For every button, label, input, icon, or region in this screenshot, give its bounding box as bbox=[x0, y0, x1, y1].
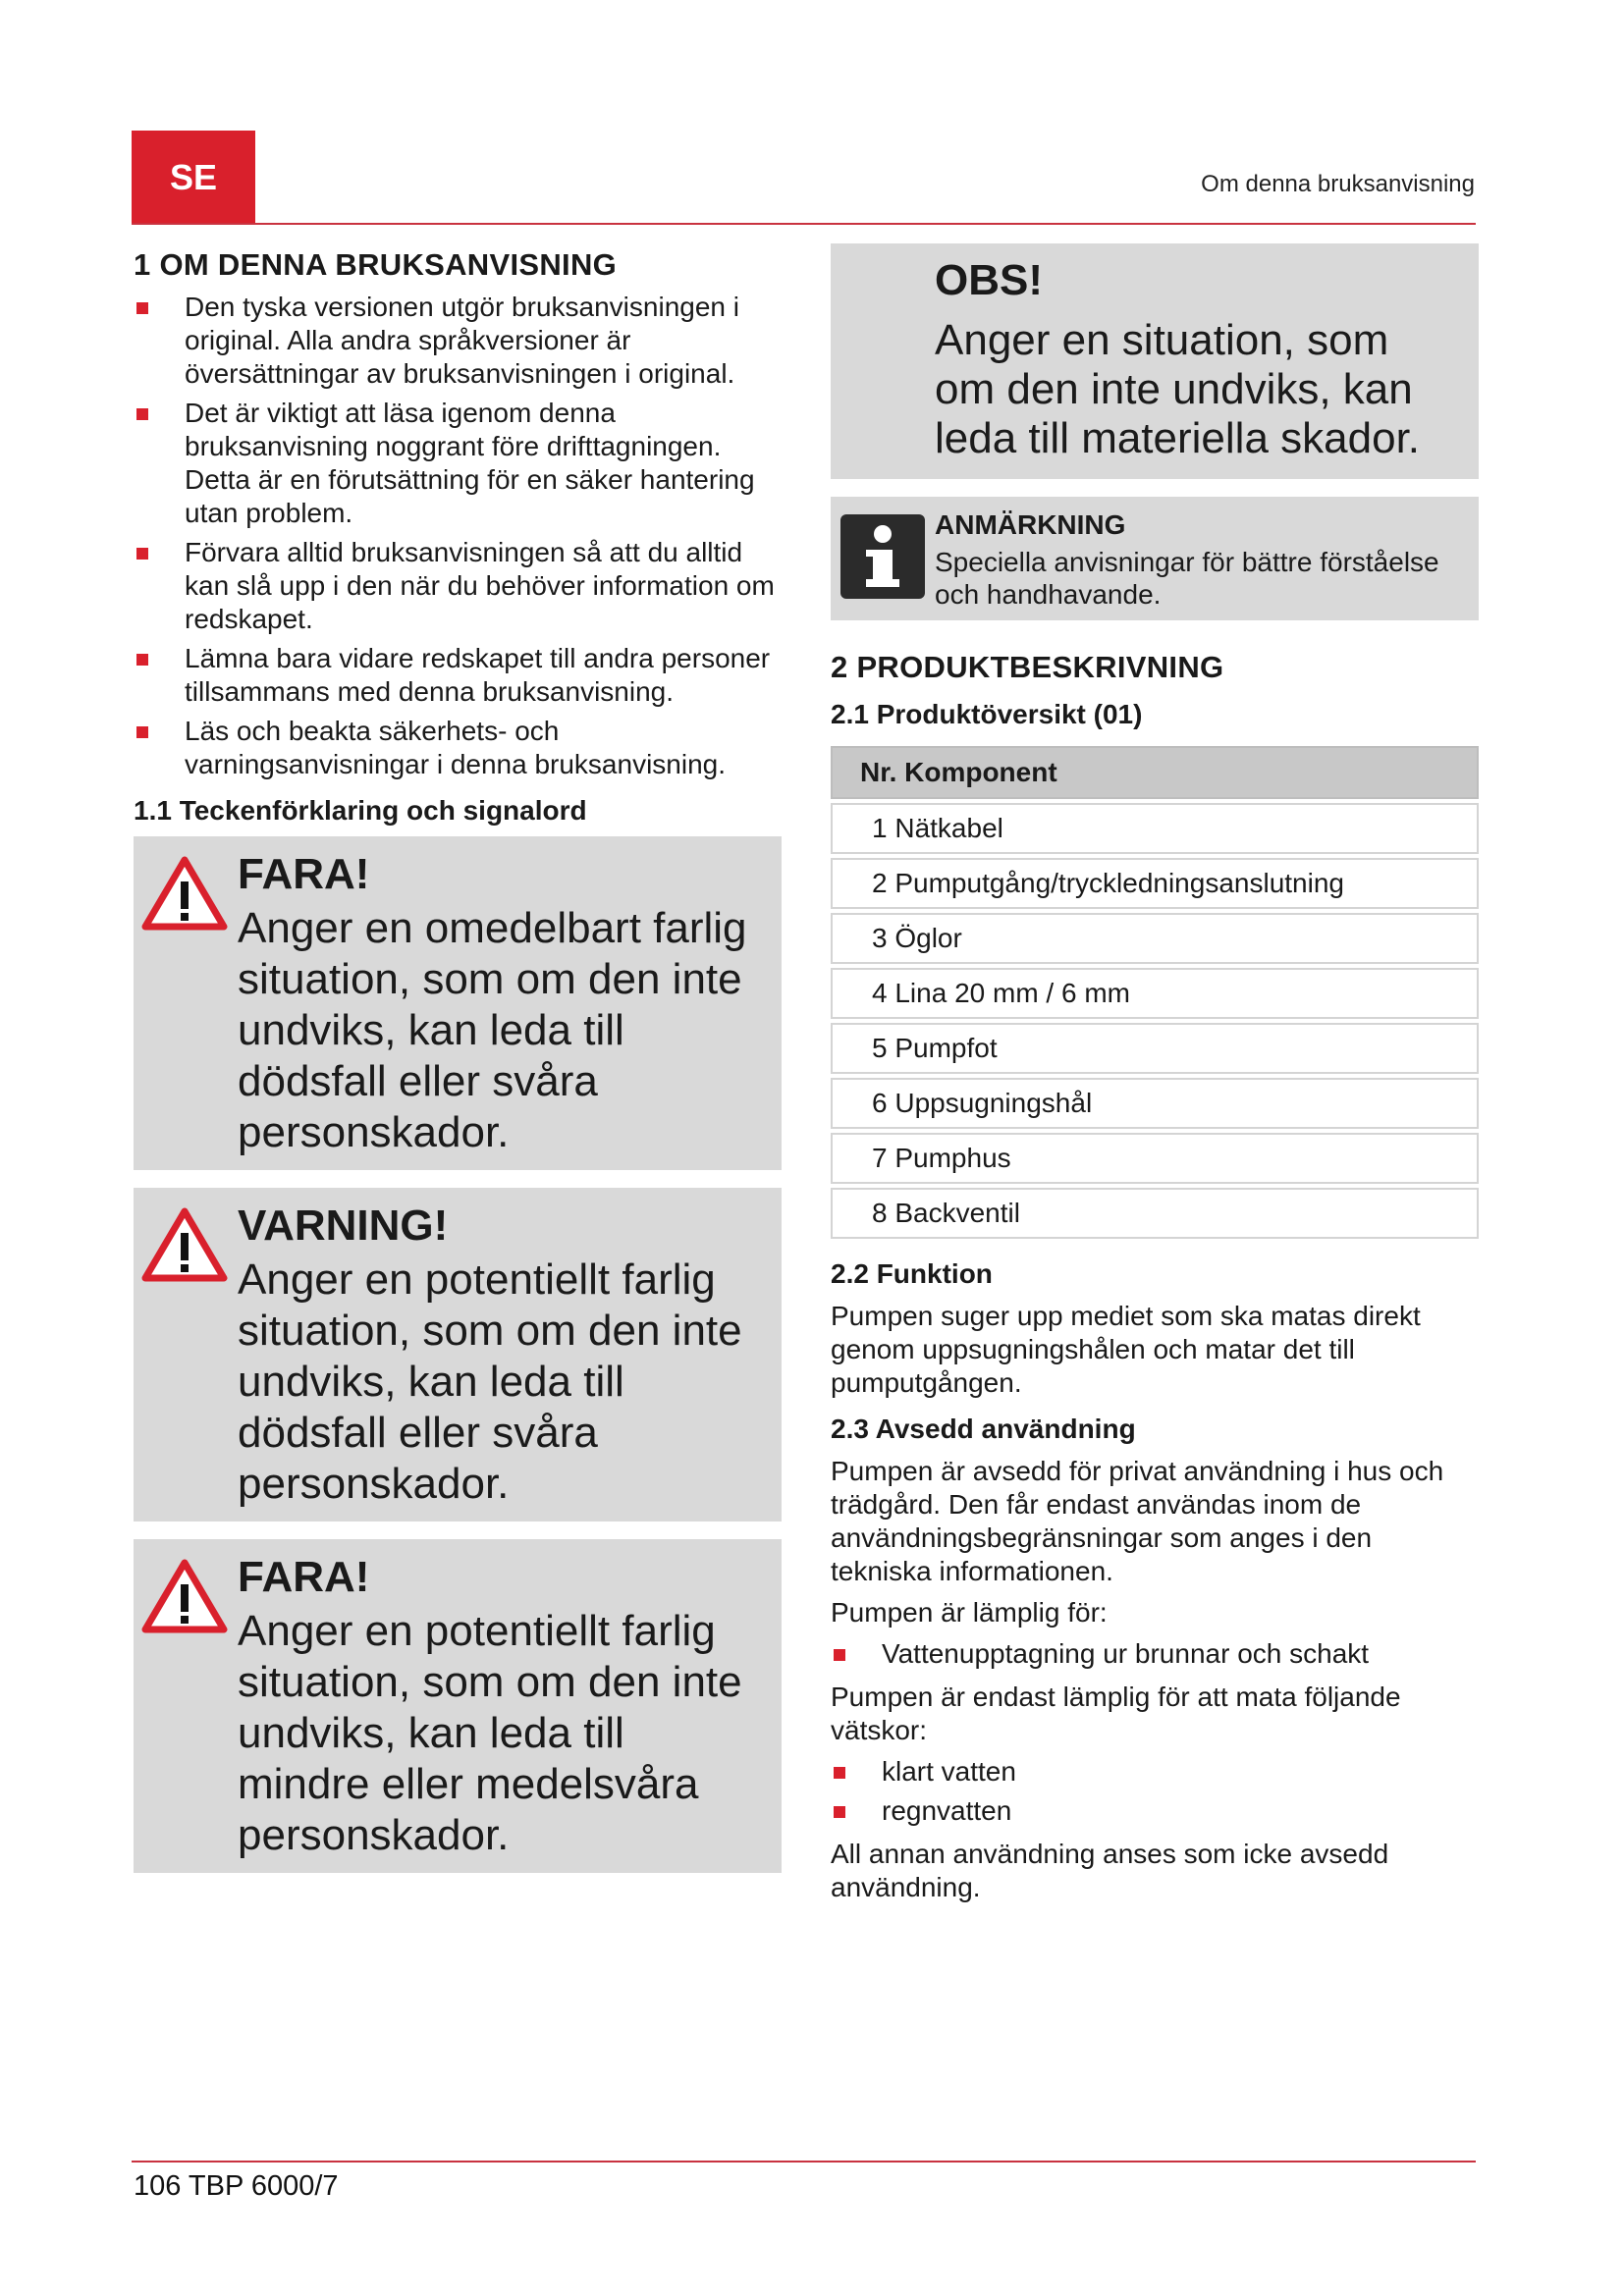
warning-box bbox=[134, 1188, 782, 1522]
table-cell: 8 Backventil bbox=[831, 1188, 1479, 1239]
note-title: ANMÄRKNING bbox=[935, 509, 1126, 540]
warning-triangle-icon bbox=[141, 854, 228, 933]
table-row bbox=[831, 1023, 1479, 1074]
notice-title: OBS! bbox=[935, 256, 1043, 304]
section-1-1-title: 1.1 Teckenförklaring och signalord bbox=[134, 795, 587, 826]
danger-box-minor bbox=[134, 1539, 782, 1873]
section-2-2-title: 2.2 Funktion bbox=[831, 1258, 993, 1289]
danger-minor-text: Anger en potentiellt farlig situation, som om den inte undviks, kan leda till mindre eller medelsvåra personskador. bbox=[238, 1607, 742, 1859]
table-row bbox=[831, 858, 1479, 909]
notice-box bbox=[831, 243, 1479, 479]
section-2-3-title: 2.3 Avsedd användning bbox=[831, 1414, 1136, 1444]
intended-use-text: Pumpen är avsedd för privat användning i hus och trädgård. Den får endast användas inom de användningsbegränsningar som anges i den tekniska informationen. bbox=[831, 1456, 1444, 1586]
suitable-for-text: Pumpen är lämplig för: bbox=[831, 1597, 1108, 1628]
bullet-square-icon bbox=[834, 1806, 845, 1818]
warning-triangle-icon bbox=[141, 1205, 228, 1284]
list-item: klart vatten bbox=[831, 1755, 1479, 1789]
section-1-title: 1 OM DENNA BRUKSANVISNING bbox=[134, 247, 618, 282]
bullet-square-icon bbox=[834, 1767, 845, 1779]
danger-title: FARA! bbox=[238, 850, 370, 898]
table-cell: 6 Uppsugningshål bbox=[831, 1078, 1479, 1129]
table-cell: 3 Öglor bbox=[831, 913, 1479, 964]
list-item: Vattenupptagning ur brunnar och schakt bbox=[831, 1637, 1479, 1671]
table-cell: 2 Pumputgång/tryckledningsanslutning bbox=[831, 858, 1479, 909]
table-cell: 5 Pumpfot bbox=[831, 1023, 1479, 1074]
section-2-title: 2 PRODUKTBESKRIVNING bbox=[831, 650, 1224, 684]
list-item: regnvatten bbox=[831, 1794, 1479, 1828]
liquids-intro-text: Pumpen är endast lämplig för att mata följande vätskor: bbox=[831, 1682, 1401, 1745]
bullet-square-icon bbox=[834, 1649, 845, 1661]
section-2-1-title: 2.1 Produktöversikt (01) bbox=[831, 699, 1143, 729]
running-header-title: Om denna bruksanvisning bbox=[1201, 171, 1475, 197]
table-row bbox=[831, 1133, 1479, 1184]
warning-title: VARNING! bbox=[238, 1201, 449, 1250]
table-header-row bbox=[831, 746, 1479, 799]
section-1-bullet-list bbox=[134, 291, 782, 781]
component-table bbox=[831, 742, 1479, 1243]
page-footer-label: 106 TBP 6000/7 bbox=[134, 2170, 339, 2202]
right-column bbox=[831, 243, 1479, 1912]
table-row bbox=[831, 803, 1479, 854]
bullet-square-icon bbox=[136, 548, 148, 560]
suitable-bullet-list bbox=[831, 1637, 1479, 1671]
danger-minor-title: FARA! bbox=[238, 1553, 370, 1601]
function-text: Pumpen suger upp mediet som ska matas direkt genom uppsugningshålen och matar det till pumputgången. bbox=[831, 1301, 1421, 1398]
warning-triangle-icon bbox=[141, 1557, 228, 1635]
note-text: Speciella anvisningar för bättre förståelse och handhavande. bbox=[935, 547, 1439, 610]
info-icon bbox=[840, 514, 925, 599]
list-item: Läs och beakta säkerhets- och varningsanvisningar i denna bruksanvisning. bbox=[134, 715, 782, 781]
table-cell: 4 Lina 20 mm / 6 mm bbox=[831, 968, 1479, 1019]
table-cell: 7 Pumphus bbox=[831, 1133, 1479, 1184]
other-use-text: All annan användning anses som icke avsedd användning. bbox=[831, 1839, 1389, 1902]
table-header-cell: Nr. Komponent bbox=[831, 746, 1479, 799]
table-row bbox=[831, 1078, 1479, 1129]
bullet-square-icon bbox=[136, 408, 148, 420]
bullet-square-icon bbox=[136, 654, 148, 666]
left-column bbox=[134, 243, 782, 1891]
notice-text: Anger en situation, som om den inte undviks, kan leda till materiella skador. bbox=[935, 316, 1421, 462]
table-row bbox=[831, 968, 1479, 1019]
header-divider bbox=[132, 223, 1476, 225]
bullet-square-icon bbox=[136, 302, 148, 314]
list-item: Den tyska versionen utgör bruksanvisningen i original. Alla andra språkversioner är översättningar av bruksanvisningen i original. bbox=[134, 291, 782, 391]
table-row bbox=[831, 913, 1479, 964]
language-badge: SE bbox=[132, 131, 255, 224]
danger-box bbox=[134, 836, 782, 1170]
note-box bbox=[831, 497, 1479, 620]
table-row bbox=[831, 1188, 1479, 1239]
table-cell: 1 Nätkabel bbox=[831, 803, 1479, 854]
danger-text: Anger en omedelbart farlig situation, som om den inte undviks, kan leda till dödsfall eller svåra personskador. bbox=[238, 904, 747, 1156]
liquids-bullet-list bbox=[831, 1755, 1479, 1828]
bullet-square-icon bbox=[136, 726, 148, 738]
list-item: Lämna bara vidare redskapet till andra personer tillsammans med denna bruksanvisning. bbox=[134, 642, 782, 709]
warning-text: Anger en potentiellt farlig situation, som om den inte undviks, kan leda till dödsfall eller svåra personskador. bbox=[238, 1255, 742, 1508]
footer-divider bbox=[132, 2161, 1476, 2163]
list-item: Det är viktigt att läsa igenom denna bruksanvisning noggrant före drifttagningen. Detta är en förutsättning för en säker hantering utan problem. bbox=[134, 397, 782, 530]
list-item: Förvara alltid bruksanvisningen så att du alltid kan slå upp i den när du behöver information om redskapet. bbox=[134, 536, 782, 636]
